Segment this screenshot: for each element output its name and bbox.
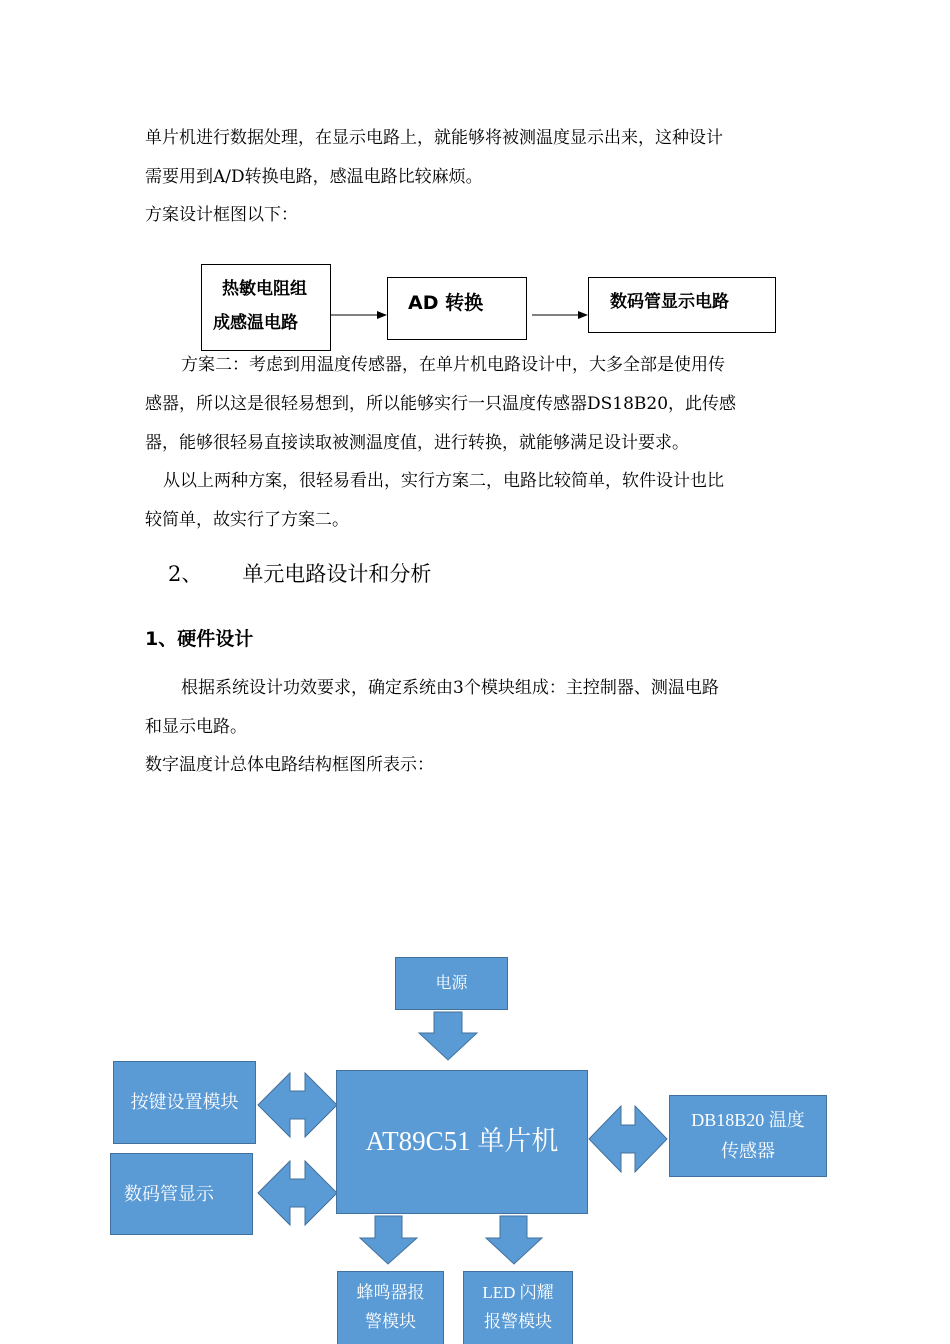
key-settings-block (113, 1061, 256, 1144)
mcu-to-led-arrow (486, 1216, 542, 1264)
paragraph-line: 方案二：考虑到用温度传感器，在单片机电路设计中，大多全部是使用传 (181, 355, 725, 375)
box-label: 热敏电阻组 (222, 279, 307, 299)
paragraph-line: 需要用到A/D转换电路，感温电路比较麻烦。 (145, 167, 483, 187)
section-title: 单元电路设计和分析 (242, 562, 432, 586)
block-label-line: LED 闪耀 (482, 1283, 554, 1303)
box-label: 成感温电路 (213, 313, 298, 333)
keys-mcu-double-arrow (258, 1073, 337, 1137)
block-label: 数码管显示 (124, 1183, 214, 1204)
paragraph-line: 感器，所以这是很轻易想到，所以能够实行一只温度传感器DS18B20，此传感 (145, 394, 737, 414)
paragraph-line: 从以上两种方案，很轻易看出，实行方案二，电路比较简单，软件设计也比 (163, 471, 724, 491)
mcu-to-buzzer-arrow (360, 1216, 417, 1264)
paragraph-line: 和显示电路。 (145, 717, 247, 737)
display-mcu-double-arrow (258, 1161, 337, 1225)
block-label-line: 蜂鸣器报 (356, 1283, 425, 1303)
block-label-line: 警模块 (365, 1312, 416, 1331)
paragraph-line: 器，能够很轻易直接读取被测温度值，进行转换，就能够满足设计要求。 (145, 433, 689, 453)
block-label: 按键设置模块 (130, 1092, 239, 1113)
block-label (691, 1105, 805, 1166)
led-alarm-block (463, 1271, 573, 1344)
paragraph-line: 较简单，故实行了方案二。 (145, 510, 349, 530)
box-label: AD 转换 (408, 292, 484, 314)
block-label-line: 报警模块 (483, 1312, 552, 1331)
block-label (482, 1279, 553, 1337)
paragraph-line: 方案设计框图以下： (145, 205, 298, 225)
paragraph-line: 数字温度计总体电路结构框图所表示： (145, 755, 434, 775)
section-number: 2、 (168, 562, 203, 586)
temperature-sensor-block (669, 1095, 827, 1177)
block-label-line: 传感器 (720, 1141, 775, 1161)
display-block (110, 1153, 253, 1235)
mcu-sensor-double-arrow (589, 1106, 667, 1172)
mcu-block (336, 1070, 588, 1214)
block-label: AT89C51 单片机 (365, 1126, 559, 1157)
block-label-line: DB18B20 温度 (691, 1110, 805, 1131)
buzzer-alarm-block (337, 1271, 444, 1344)
power-block (395, 957, 508, 1010)
power-to-mcu-arrow (419, 1012, 477, 1060)
paragraph-line: 根据系统设计功效要求，确定系统由3个模块组成：主控制器、测温电路 (181, 678, 719, 698)
box-label: 数码管显示电路 (610, 292, 729, 312)
block-label (357, 1279, 425, 1337)
subsection-heading: 1、硬件设计 (145, 628, 254, 650)
block-label: 电源 (435, 974, 468, 992)
section-heading (168, 558, 431, 588)
paragraph-line: 单片机进行数据处理，在显示电路上，就能够将被测温度显示出来，这种设计 (145, 128, 723, 148)
